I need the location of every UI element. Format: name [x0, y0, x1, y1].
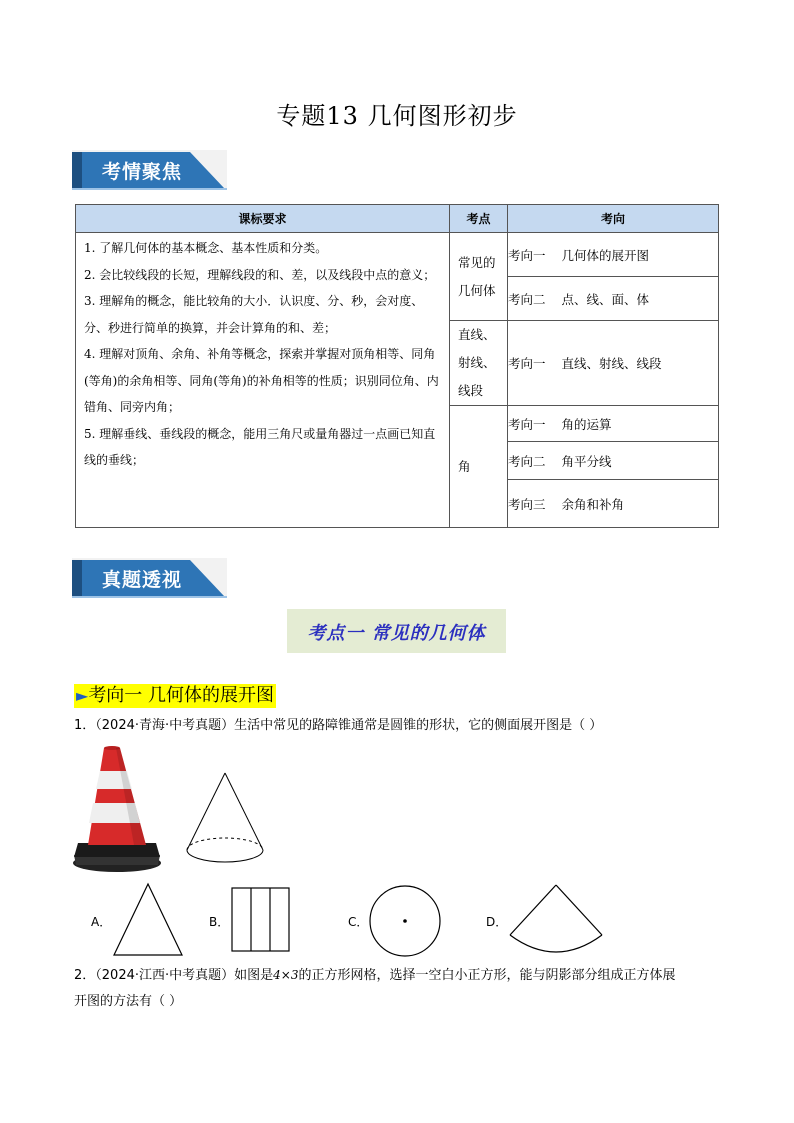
option-d-label[interactable]: D．: [486, 915, 508, 929]
direction-cell: 考向一 直线、射线、线段: [508, 321, 719, 406]
option-a-triangle-icon[interactable]: [112, 882, 184, 958]
requirement-item: 4. 理解对顶角、余角、补角等概念，探索并掌握对顶角相等、同角(等角)的余角相等、同角(等角)的补角相等的性质；识别同位角、内错角、同旁内角；: [84, 347, 439, 414]
direction-cell: 考向三 余角和补角: [508, 480, 719, 528]
direction-heading: ►考向一 几何体的展开图: [76, 685, 275, 706]
direction-cell: 考向二 角平分线: [508, 442, 719, 480]
section-banner-exam-focus: [72, 150, 227, 190]
banner-title: 考情聚焦: [102, 161, 183, 183]
option-b-label[interactable]: B．: [209, 915, 230, 929]
direction-cell: 考向一 角的运算: [508, 406, 719, 442]
option-d-sector-icon[interactable]: [506, 883, 606, 955]
point-cell: 角: [450, 406, 508, 528]
requirement-item: 2. 会比较线段的长短，理解线段的和、差，以及线段中点的意义；: [84, 267, 436, 282]
option-b-rectangle-icon[interactable]: [231, 887, 291, 953]
direction-cell: 考向二 点、线、面、体: [508, 277, 719, 321]
kaodian-box: [287, 609, 506, 653]
header-points: 考点: [450, 205, 508, 233]
requirement-item: 3. 理解角的概念，能比较角的大小．认识度、分、秒，会对度、分、秒进行简单的换算，并会计算角的和、差；: [84, 294, 424, 335]
option-c-circle-icon[interactable]: [368, 884, 442, 958]
banner-title: 真题透视: [102, 569, 183, 591]
question-2: 2．（2024·江西·中考真题）如图是4×3的正方形网格，选择一空白小正方形，能与阴影部分组成正方体展 开图的方法有（ ）: [74, 968, 676, 1009]
header-requirements: 课标要求: [76, 205, 450, 233]
question-1: 1．（2024·青海·中考真题）生活中常见的路障锥通常是圆锥的形状，它的侧面展开图是（ ）: [74, 718, 603, 733]
page-title: 专题13 几何图形初步: [276, 102, 518, 130]
point-cell: 常见的几何体: [450, 233, 508, 321]
grid-size-math: 4×3: [273, 968, 299, 982]
traffic-cone-icon: [72, 745, 162, 873]
requirement-item: 5. 理解垂线、垂线段的概念，能用三角尺或量角器过一点画已知直线的垂线；: [84, 426, 436, 467]
requirement-item: 1. 了解几何体的基本概念、基本性质和分类。: [84, 241, 328, 255]
option-c-label[interactable]: C．: [348, 915, 369, 929]
kaodian-title: 考点一 常见的几何体: [307, 623, 486, 644]
table-header-row: [76, 205, 719, 233]
header-directions: 考向: [508, 205, 719, 233]
cone-diagram: [184, 770, 266, 870]
option-a-label[interactable]: A．: [91, 915, 112, 929]
triangle-marker-icon: ►: [76, 686, 89, 705]
direction-cell: 考向一 几何体的展开图: [508, 233, 719, 277]
curriculum-table: [75, 204, 719, 528]
requirements-cell: [76, 233, 450, 528]
point-cell: 直线、射线、线段: [450, 321, 508, 406]
section-banner-real-exams: [72, 558, 227, 598]
